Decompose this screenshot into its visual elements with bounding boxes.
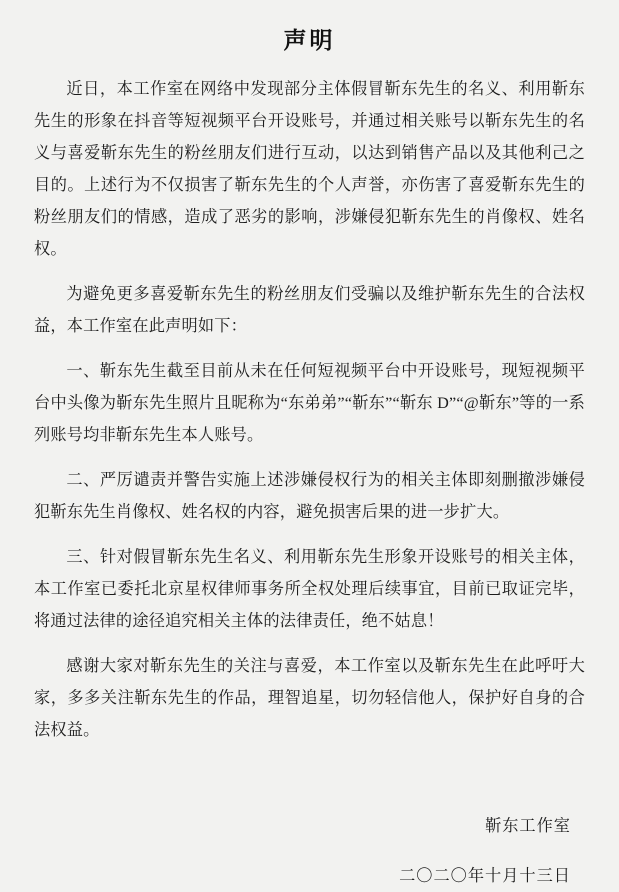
paragraph-item-2: 二、严厉谴责并警告实施上述涉嫌侵权行为的相关主体即刻删撤涉嫌侵犯靳东先生肖像权、姓名权的内容，避免损害后果的进一步扩大。 <box>34 471 585 521</box>
paragraph-2: 为避免更多喜爱靳东先生的粉丝朋友们受骗以及维护靳东先生的合法权益，本工作室在此声明如下： <box>34 285 585 335</box>
paragraph-item-1: 一、靳东先生截至目前从未在任何短视频平台中开设账号，现短视频平台中头像为靳东先生照片且昵称为“东弟弟”“靳东”“靳东 D”“@靳东”等的一系列账号均非靳东先生本人账号。 <box>34 362 585 444</box>
paragraph-item-3: 三、针对假冒靳东先生名义、利用靳东先生形象开设账号的相关主体，本工作室已委托北京星权律师事务所全权处理后续事宜，目前已取证完毕，将通过法律的途径追究相关主体的法律责任，绝不姑息！ <box>34 548 585 630</box>
paragraph-1: 近日，本工作室在网络中发现部分主体假冒靳东先生的名义、利用靳东先生的形象在抖音等短视频平台开设账号，并通过相关账号以靳东先生的名义与喜爱靳东先生的粉丝朋友们进行互动，以达到销售产品以及其他利己之目的。上述行为不仅损害了靳东先生的个人声誉，亦伤害了喜爱靳东先生的粉丝朋友们的情感，造成了恶劣的影响，涉嫌侵犯靳东先生的肖像权、姓名权。 <box>34 80 585 258</box>
signature-date: 二〇二〇年十月十三日 <box>399 867 571 885</box>
signature-block <box>34 810 585 892</box>
signature-name: 靳东工作室 <box>485 817 571 835</box>
document-title: 声明 <box>283 28 336 53</box>
paragraph-closing: 感谢大家对靳东先生的关注与喜爱，本工作室以及靳东先生在此呼吁大家，多多关注靳东先生的作品，理智追星，切勿轻信他人，保护好自身的合法权益。 <box>34 657 585 739</box>
